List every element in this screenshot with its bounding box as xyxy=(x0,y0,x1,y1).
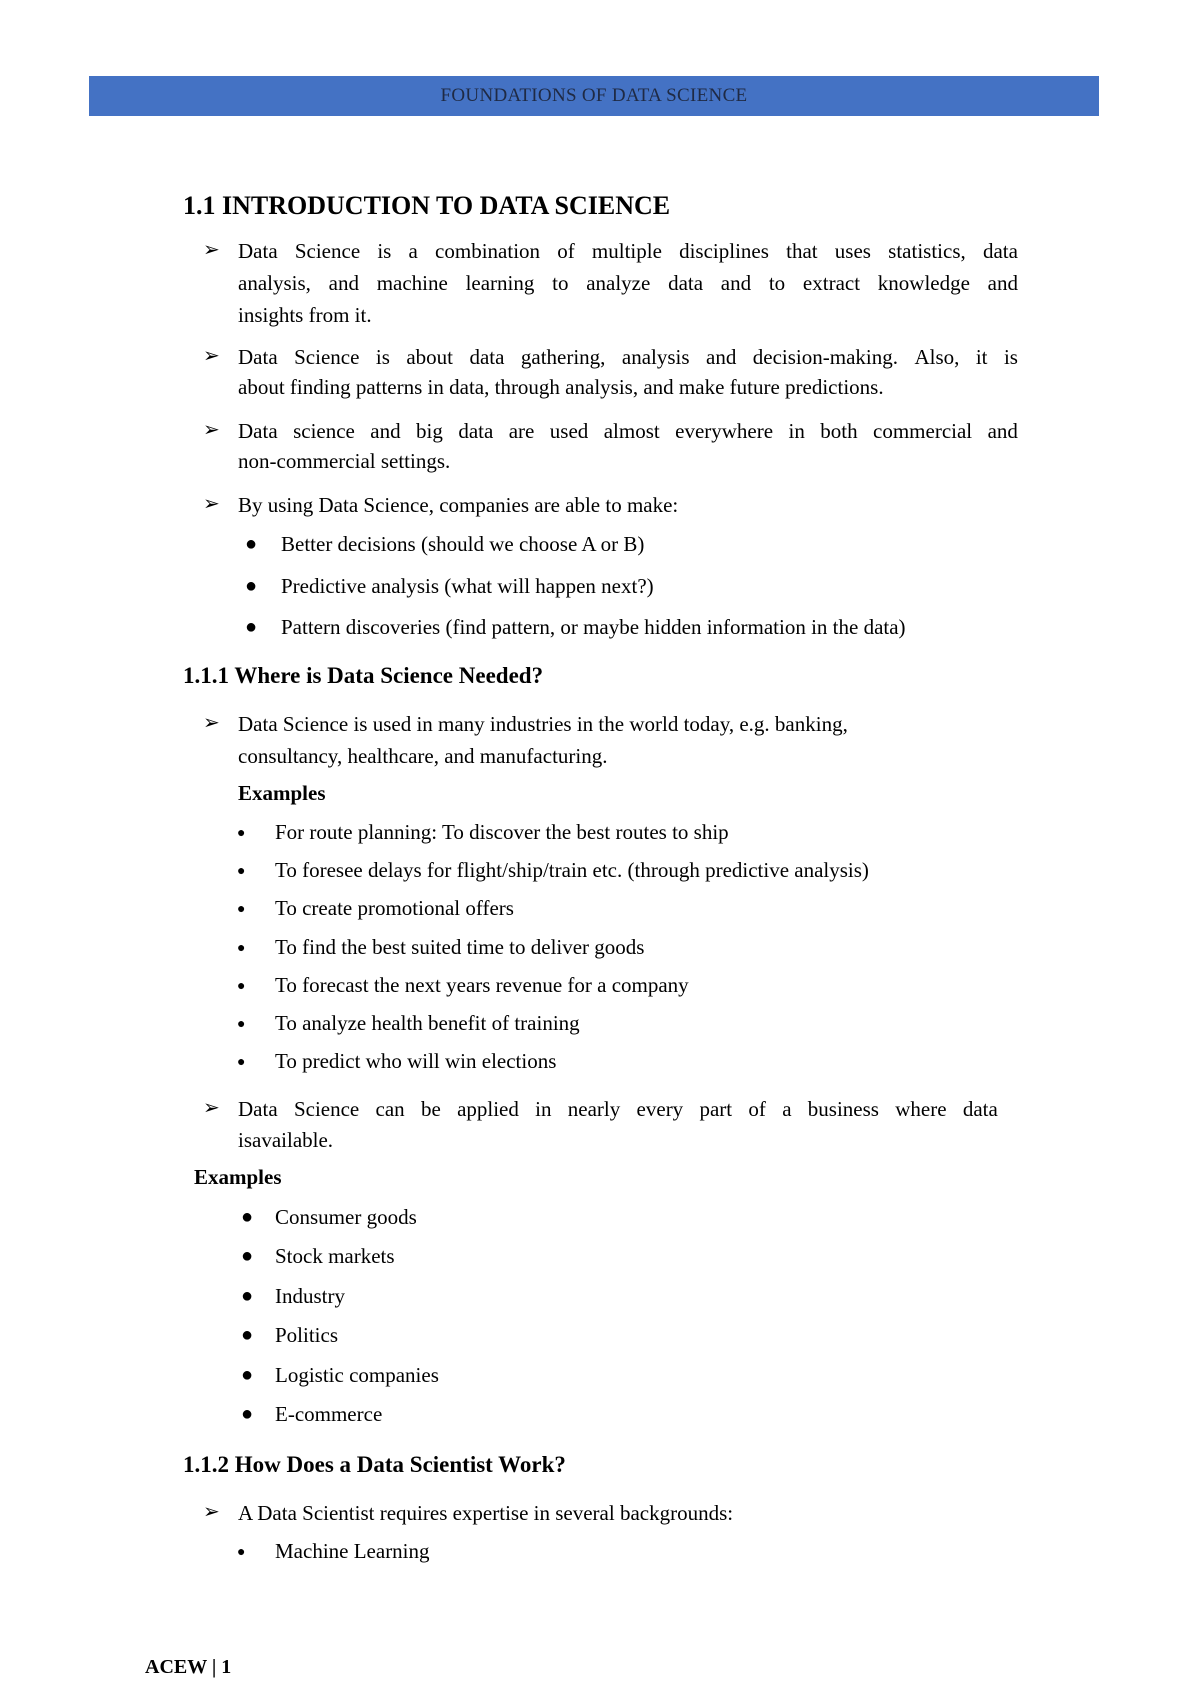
word: Data xyxy=(238,419,278,443)
bullet-dot-icon: ● xyxy=(241,1206,254,1228)
word: be xyxy=(420,1097,441,1121)
word: part xyxy=(699,1097,733,1121)
sub1-para1-line2: consultancy, healthcare, and manufacturing. xyxy=(238,744,608,768)
list-item: Pattern discoveries (find pattern, or maybe hidden information in the data) xyxy=(281,615,906,639)
para3-line1 xyxy=(238,415,1018,447)
word: every xyxy=(636,1097,684,1121)
word: and xyxy=(987,419,1018,443)
word: Science xyxy=(293,1097,360,1121)
word: data xyxy=(982,239,1018,263)
para3-line2: non-commercial settings. xyxy=(238,449,451,473)
word: that xyxy=(786,239,818,263)
para1-line2 xyxy=(238,267,1018,299)
word: applied xyxy=(457,1097,519,1121)
word: big xyxy=(416,419,443,443)
word: and xyxy=(370,419,401,443)
bullet-dot-icon: ● xyxy=(237,979,246,994)
word: data xyxy=(962,1097,998,1121)
page-header-bar xyxy=(89,76,1099,116)
word: is xyxy=(1003,345,1018,369)
bullet-dot-icon: ● xyxy=(241,1324,254,1346)
examples-label: Examples xyxy=(238,781,326,805)
word: and xyxy=(706,345,737,369)
bullet-dot-icon: ● xyxy=(245,616,258,638)
subsection-title-how: 1.1.2 How Does a Data Scientist Work? xyxy=(183,1452,566,1477)
word: Also, xyxy=(914,345,960,369)
word: to xyxy=(768,271,786,295)
list-item: To foresee delays for flight/ship/train etc. (through predictive analysis) xyxy=(275,858,869,882)
para2-line2: about finding patterns in data, through analysis, and make future predictions. xyxy=(238,375,884,399)
word: machine xyxy=(376,271,448,295)
word: Data xyxy=(238,345,278,369)
sub2-para1: A Data Scientist requires expertise in several backgrounds: xyxy=(238,1501,734,1525)
word: and xyxy=(987,271,1018,295)
word: gathering, xyxy=(520,345,606,369)
word: a xyxy=(782,1097,792,1121)
page-footer-label: ACEW | 1 xyxy=(145,1656,232,1678)
list-item: To find the best suited time to deliver goods xyxy=(275,935,645,959)
word: decision-making. xyxy=(752,345,898,369)
bullet-dot-icon: ● xyxy=(245,575,258,597)
arrow-bullet-icon: ➢ xyxy=(203,712,220,734)
word: can xyxy=(375,1097,405,1121)
word: extract xyxy=(802,271,861,295)
list-item: Politics xyxy=(275,1323,339,1347)
word: Science xyxy=(294,239,361,263)
word: about xyxy=(406,345,453,369)
word: is xyxy=(377,239,392,263)
word: of xyxy=(748,1097,766,1121)
word: data xyxy=(458,419,494,443)
word: statistics, xyxy=(888,239,966,263)
word: analyze xyxy=(586,271,651,295)
word: Data xyxy=(238,239,278,263)
list-item: For route planning: To discover the best routes to ship xyxy=(275,820,729,844)
word: in xyxy=(535,1097,552,1121)
word: data xyxy=(668,271,704,295)
bullet-dot-icon: ● xyxy=(237,902,246,917)
section-title: 1.1 INTRODUCTION TO DATA SCIENCE xyxy=(183,191,671,220)
para1-line1 xyxy=(238,235,1018,267)
word: commercial xyxy=(873,419,973,443)
arrow-bullet-icon: ➢ xyxy=(203,1097,220,1119)
word: Data xyxy=(238,1097,278,1121)
word: uses xyxy=(834,239,871,263)
sub1-para2-line2: isavailable. xyxy=(238,1128,334,1152)
bullet-dot-icon: ● xyxy=(237,1055,246,1070)
word: science xyxy=(293,419,355,443)
word: nearly xyxy=(567,1097,621,1121)
word: of xyxy=(557,239,575,263)
word: Science xyxy=(294,345,360,369)
list-item: To create promotional offers xyxy=(275,896,514,920)
list-item: Machine Learning xyxy=(275,1539,430,1563)
bullet-dot-icon: ● xyxy=(241,1285,254,1307)
word: are xyxy=(508,419,535,443)
bullet-dot-icon: ● xyxy=(237,941,246,956)
word: knowledge xyxy=(877,271,970,295)
list-item: To predict who will win elections xyxy=(275,1049,557,1073)
list-item: Industry xyxy=(275,1284,345,1308)
bullet-dot-icon: ● xyxy=(241,1364,254,1386)
list-item: Stock markets xyxy=(275,1244,395,1268)
list-item: Predictive analysis (what will happen next?) xyxy=(281,574,654,598)
bullet-dot-icon: ● xyxy=(241,1403,254,1425)
word: both xyxy=(820,419,858,443)
arrow-bullet-icon: ➢ xyxy=(203,1501,220,1523)
arrow-bullet-icon: ➢ xyxy=(203,419,220,441)
word: business xyxy=(807,1097,879,1121)
word: analysis, xyxy=(238,271,311,295)
subsection-title-where: 1.1.1 Where is Data Science Needed? xyxy=(183,663,544,688)
para1-line3: insights from it. xyxy=(238,303,372,327)
word: and xyxy=(328,271,359,295)
arrow-bullet-icon: ➢ xyxy=(203,345,220,367)
bullet-dot-icon: ● xyxy=(241,1245,254,1267)
sub1-para1-line1: Data Science is used in many industries in the world today, e.g. banking, xyxy=(238,712,848,736)
para4: By using Data Science, companies are able to make: xyxy=(238,493,679,517)
word: it xyxy=(975,345,988,369)
list-item: E-commerce xyxy=(275,1402,383,1426)
word: everywhere xyxy=(675,419,774,443)
list-item: Consumer goods xyxy=(275,1205,417,1229)
examples-label: Examples xyxy=(194,1165,282,1189)
word: combination xyxy=(435,239,541,263)
word: used xyxy=(549,419,589,443)
word: almost xyxy=(603,419,660,443)
bullet-dot-icon: ● xyxy=(237,826,246,841)
arrow-bullet-icon: ➢ xyxy=(203,493,220,515)
list-item: Better decisions (should we choose A or B) xyxy=(281,532,645,556)
bullet-dot-icon: ● xyxy=(245,533,258,555)
para2-line1 xyxy=(238,341,1018,373)
sub1-para2-line1 xyxy=(238,1093,998,1125)
word: in xyxy=(788,419,805,443)
word: where xyxy=(895,1097,947,1121)
bullet-dot-icon: ● xyxy=(237,1017,246,1032)
word: is xyxy=(375,345,390,369)
arrow-bullet-icon: ➢ xyxy=(203,239,220,261)
page-header-title: FOUNDATIONS OF DATA SCIENCE xyxy=(440,85,748,106)
list-item: To analyze health benefit of training xyxy=(275,1011,580,1035)
word: data xyxy=(469,345,505,369)
word: and xyxy=(720,271,752,295)
bullet-dot-icon: ● xyxy=(237,1545,246,1560)
list-item: Logistic companies xyxy=(275,1363,439,1387)
list-item: To forecast the next years revenue for a company xyxy=(275,973,689,997)
word: a xyxy=(408,239,418,263)
bullet-dot-icon: ● xyxy=(237,864,246,879)
word: to xyxy=(552,271,569,295)
word: disciplines xyxy=(679,239,769,263)
word: learning xyxy=(465,271,535,295)
word: analysis xyxy=(621,345,690,369)
word: multiple xyxy=(591,239,662,263)
